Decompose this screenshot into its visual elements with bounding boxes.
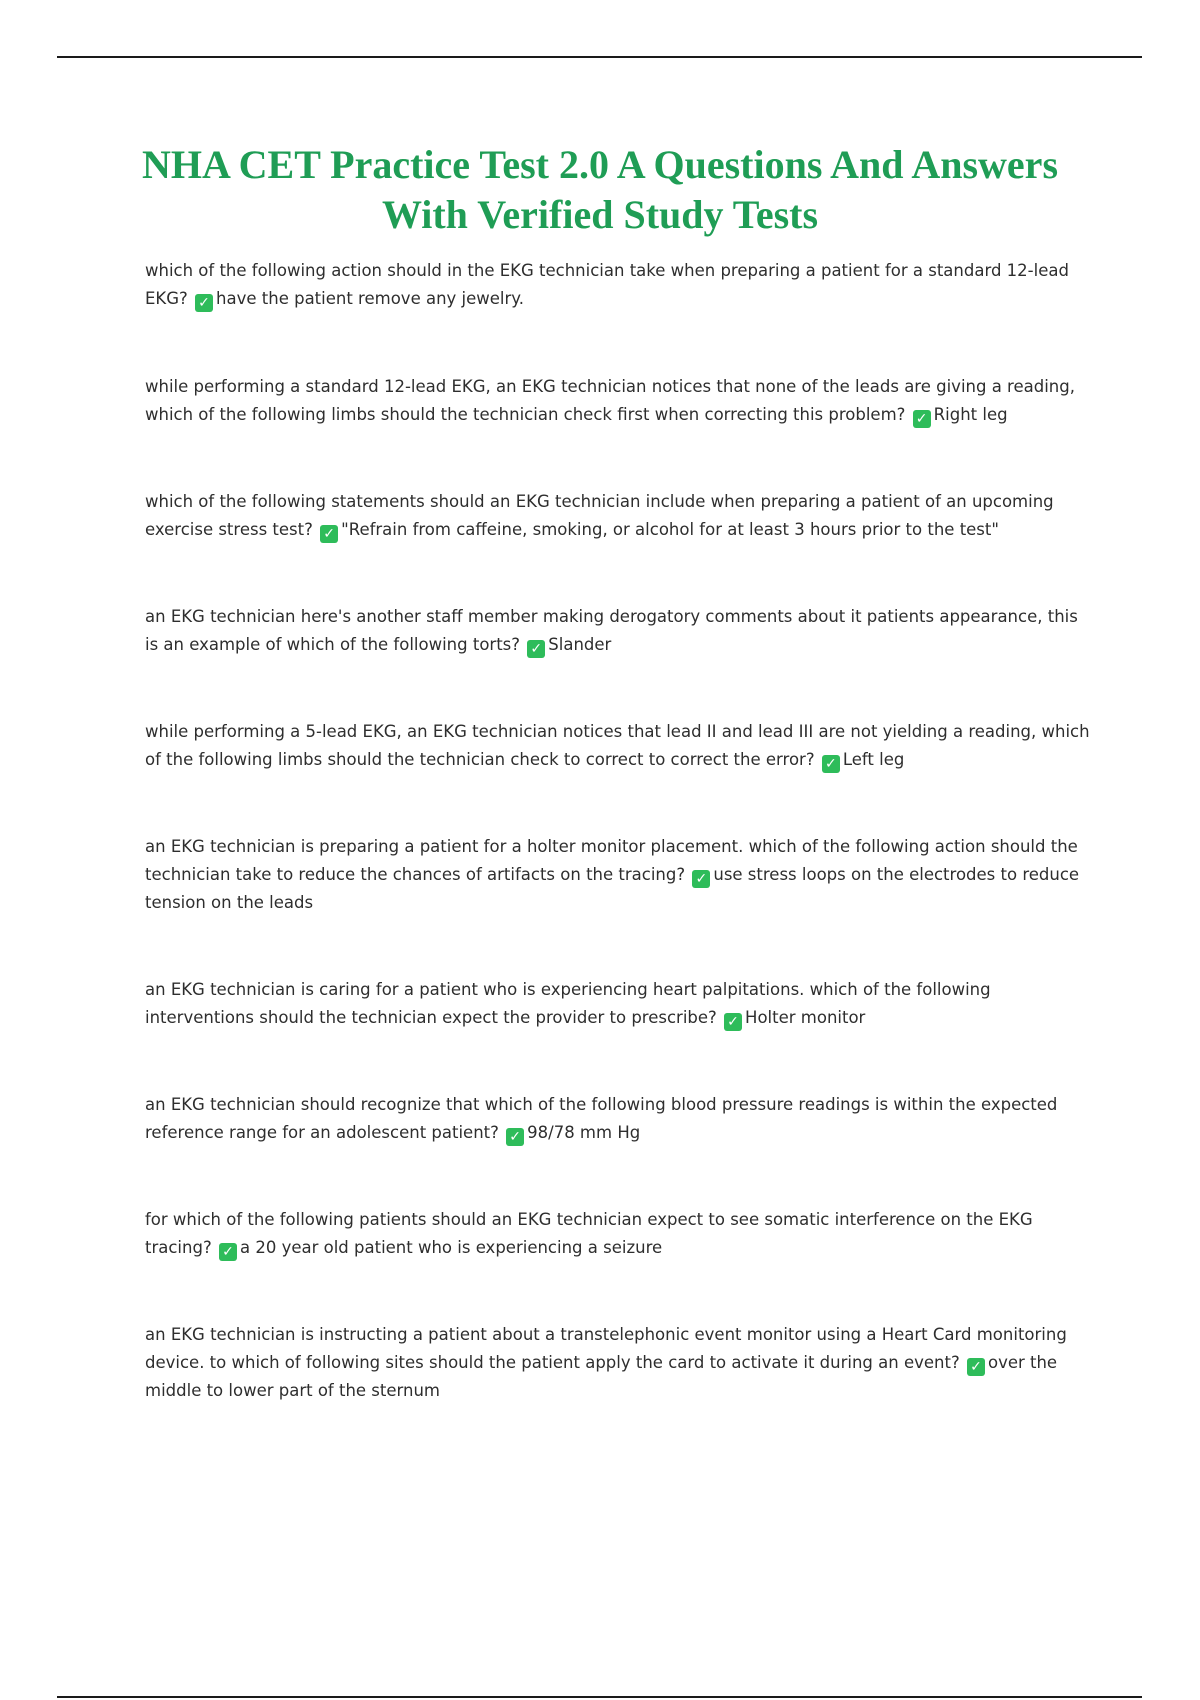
question-text: an EKG technician is caring for a patient who is experiencing heart palpitations. which of the following interventions should the technician expect the provider to prescribe? xyxy=(145,980,991,1027)
answer-text: use stress loops on the electrodes to reduce tension on the leads xyxy=(145,865,1080,912)
qa-item xyxy=(145,603,1090,659)
qa-item xyxy=(145,1091,1090,1147)
answer-text: Right leg xyxy=(933,405,1008,424)
check-icon: ✓ xyxy=(195,294,213,312)
check-icon: ✓ xyxy=(822,755,840,773)
qa-item xyxy=(145,373,1090,429)
question-text: which of the following statements should an EKG technician include when preparing a patient of an upcoming exercise stress test? xyxy=(145,492,1054,539)
qa-item xyxy=(145,833,1090,917)
answer-text: a 20 year old patient who is experiencing a seizure xyxy=(239,1238,663,1257)
answer-text: 98/78 mm Hg xyxy=(527,1123,641,1142)
answer-text: Slander xyxy=(548,635,612,654)
question-text: which of the following action should in the EKG technician take when preparing a patient for a standard 12-lead EKG? xyxy=(145,261,1069,308)
check-icon: ✓ xyxy=(967,1358,985,1376)
question-text: an EKG technician should recognize that which of the following blood pressure readings is within the expected reference range for an adolescent patient? xyxy=(145,1095,1058,1142)
top-rule xyxy=(57,56,1142,58)
question-text: an EKG technician is instructing a patient about a transtelephonic event monitor using a Heart Card monitoring device. to which of following sites should the patient apply the card to activate it during an event? xyxy=(145,1325,1067,1372)
check-icon: ✓ xyxy=(692,870,710,888)
question-text: while performing a 5-lead EKG, an EKG technician notices that lead II and lead III are not yielding a reading, which of the following limbs should the technician check to correct to correct the error? xyxy=(145,722,1090,769)
check-icon: ✓ xyxy=(219,1243,237,1261)
check-icon: ✓ xyxy=(320,525,338,543)
answer-text: have the patient remove any jewelry. xyxy=(216,289,524,308)
answer-text: over the middle to lower part of the sternum xyxy=(145,1353,1058,1400)
answer-text: "Refrain from caffeine, smoking, or alcohol for at least 3 hours prior to the test" xyxy=(341,520,999,539)
qa-item xyxy=(145,976,1090,1032)
question-text: an EKG technician here's another staff member making derogatory comments about it patients appearance, this is an example of which of the following torts? xyxy=(145,607,1078,654)
check-icon: ✓ xyxy=(527,640,545,658)
question-text: for which of the following patients should an EKG technician expect to see somatic interference on the EKG tracing? xyxy=(145,1210,1033,1257)
question-text: an EKG technician is preparing a patient for a holter monitor placement. which of the following action should the technician take to reduce the chances of artifacts on the tracing? xyxy=(145,837,1078,884)
qa-item xyxy=(145,1321,1090,1405)
check-icon: ✓ xyxy=(913,410,931,428)
answer-text: Left leg xyxy=(842,750,905,769)
qa-item xyxy=(145,257,1090,313)
check-icon: ✓ xyxy=(506,1128,524,1146)
question-text: while performing a standard 12-lead EKG, an EKG technician notices that none of the leads are giving a reading, which of the following limbs should the technician check first when correcting this problem? xyxy=(145,377,1075,424)
bottom-rule xyxy=(57,1696,1142,1698)
qa-item xyxy=(145,718,1090,774)
qa-list xyxy=(145,257,1090,1405)
answer-text: Holter monitor xyxy=(745,1008,866,1027)
check-icon: ✓ xyxy=(724,1013,742,1031)
qa-item xyxy=(145,1206,1090,1262)
qa-item xyxy=(145,488,1090,544)
page-title: NHA CET Practice Test 2.0 A Questions And Answers With Verified Study Tests xyxy=(141,142,1059,237)
